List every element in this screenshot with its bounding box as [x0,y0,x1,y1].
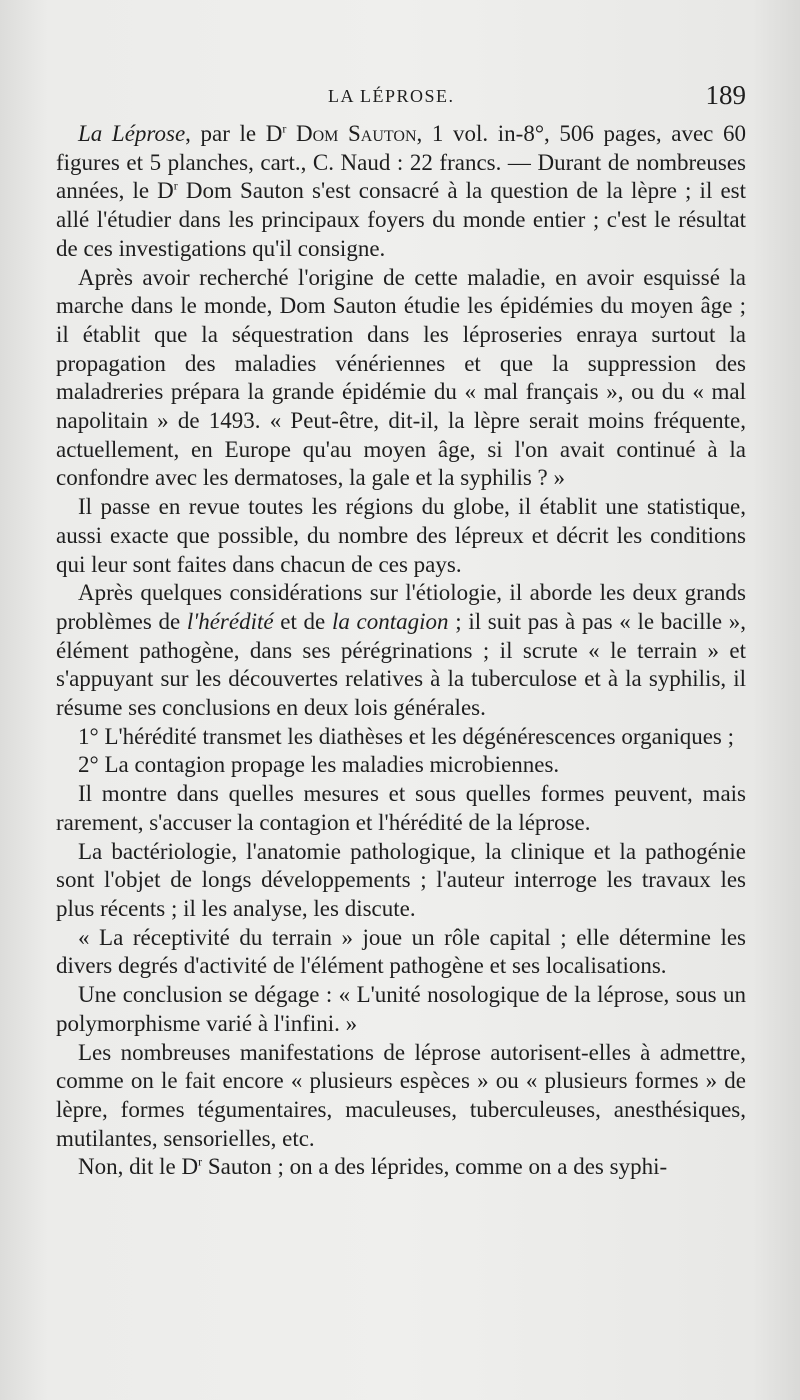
paragraph: Après quelques considérations sur l'étiologie, il aborde les deux grands problèmes de l'hérédité et de la contagion ; il suit pas à pas « le bacille », élément pathogène, dans ses pérégrinations ; il scrute « le terrain » et s'appuyant sur les découvertes relatives à la tuberculose et à la syphilis, il résume ses conclusions en deux lois générales. [56,580,747,721]
paragraph: « La réceptivité du terrain » joue un rôle capital ; elle détermine les divers degrés d'activité de l'élément pathogène et ses localisations. [56,924,746,979]
running-title: LA LÉPROSE. [328,86,455,106]
paragraph: La Léprose, par le $D^r$ Dom Sauton, 1 vol. in-8°, 506 pages, avec 60 figures et 5 planches, cart., C. Naud : 22 francs. — Durant de nombreuses années, le $D^r$ Dom Sauton s'est consacré à la question de la lèpre ; il est allé l'étudier dans les principaux foyers du monde entier ; c'est le résultat de ces investigations qu'il consigne. [56,121,747,261]
paragraph: 2° La contagion propage les maladies microbiennes. [78,752,560,778]
book-title: La Léprose [78,121,186,146]
paragraph: Les nombreuses manifestations de léprose autorisent-elles à admettre, comme on le fait encore « plusieurs espèces » ou « plusieurs formes » de lèpre, formes tégumentaires, maculeuses, tuberculeuses, anesthésiques, mutilantes, sensorielles, etc. [56,1039,746,1151]
paragraph: Il montre dans quelles mesures et sous quelles formes peuvent, mais rarement, s'accuser la contagion et l'hérédité de la léprose. [56,781,746,835]
paragraph: Après avoir recherché l'origine de cette maladie, en avoir esquissé la marche dans le monde, Dom Sauton étudie les épidémies du moyen âge ; il établit que la séquestration dans les léproseries enraya surtout la propagation des maladies vénériennes et que la suppression des maladreries prépara la grande épidémie du « mal français », ou du « mal napolitain » de 1493. « Peut-être, dit-il, la lèpre serait moins fréquente, actuellement, en Europe qu'au moyen âge, si l'on avait continué à la confondre avec les dermatoses, la gale et la syphilis ? » [56,264,746,491]
paragraph: Une conclusion se dégage : « L'unité nosologique de la léprose, sous un polymorphisme varié à l'infini. » [56,982,746,1036]
page-header [56,80,746,116]
paragraph: La bactériologie, l'anatomie pathologique, la clinique et la pathogénie sont l'objet de longs développements ; l'auteur interroge les travaux les plus récents ; il les analyse, les discute. [56,838,746,921]
page-number: 189 [705,80,746,110]
paragraph: 1° L'hérédité transmet les diathèses et les dégénérescences organiques ; [78,723,735,749]
paragraph: Non, dit le $D^r$ Sauton ; on a des léprides, comme on a des syphi- [78,1154,668,1180]
paragraph: Il passe en revue toutes les régions du globe, il établit une statistique, aussi exacte que possible, du nombre des lépreux et décrit les conditions qui leur sont faites dans chacun de ces pays. [56,494,746,577]
body-text [56,120,746,1182]
author-name: Dom Sauton [296,121,417,146]
